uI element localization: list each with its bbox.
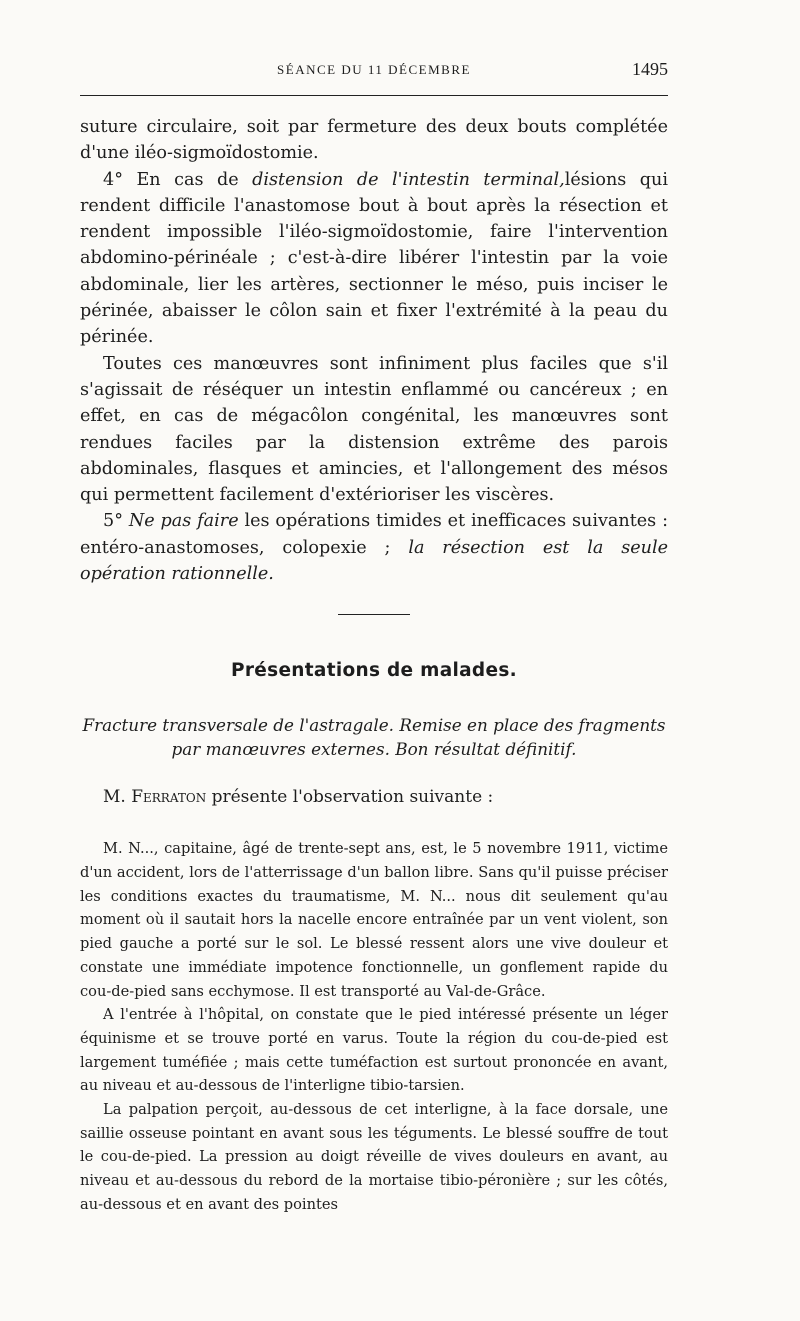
presenter-prefix: M. bbox=[103, 787, 126, 808]
observation-paragraph-1: M. N..., capitaine, âgé de trente-sept ans, est, le 5 novembre 1911, victime d'un accident, lors de l'atterrissage d'un ballon libre. Sans qu'il puisse préciser les conditions exactes du traumatisme, M. N... nous dit seulement qu'au moment où il sautait hors la nacelle encore entraînée par un vent violent, son pied gauche a porté sur le sol. Le blessé ressent alors une vive douleur et constate une immédiate impotence fonctionnelle, un gonflement rapide du cou-de-pied sans ecchymose. Il est transporté au Val-de-Grâce. bbox=[80, 840, 668, 1000]
paragraph-manoeuvres: Toutes ces manœuvres sont infiniment plus faciles que s'il s'agissait de réséquer un intestin enflammé ou cancéreux ; en effet, en cas de mégacôlon congénital, les manœuvres sont rendues faciles par la distension extrême des parois abdominales, flasques et amincies, et l'allongement des mésos qui permettent facilement d'extérioriser les viscères. bbox=[80, 353, 668, 506]
observation-block bbox=[80, 837, 668, 1216]
presenter-text: présente l'observation suivante : bbox=[211, 787, 494, 808]
section-title: Présentations de malades. bbox=[231, 660, 517, 682]
presenter-line bbox=[80, 787, 668, 807]
case-subtitle bbox=[80, 713, 668, 761]
presenter-name: Ferraton bbox=[131, 787, 207, 808]
paragraph-point-5 bbox=[80, 508, 668, 587]
point-5-number: 5° bbox=[103, 511, 123, 532]
paragraph-suture: suture circulaire, soit par fermeture des deux bouts complétée d'une iléo-sigmoïdostomie. bbox=[80, 117, 668, 164]
case-subtitle-line-1: Fracture transversale de l'astragale. Remise en place des fragments bbox=[82, 715, 666, 736]
observation-paragraph-2: A l'entrée à l'hôpital, on constate que le pied intéressé présente un léger équinisme et se trouve porté en varus. Toute la région du cou-de-pied est largement tuméfiée ; mais cette tuméfaction est surtout prononcée en avant, au niveau et au-dessous de l'interligne tibio-tarsien. bbox=[80, 1006, 668, 1095]
point-4-emphasis: distension de l'intestin terminal, bbox=[252, 169, 565, 190]
point-4-text-b: lésions qui rendent difficile l'anastomose bout à bout après la résection et rendent impossible l'iléo-sigmoïdostomie, faire l'intervention abdomino-périnéale ; c'est-à-dire libérer l'intestin par la voie abdominale, lier les artères, sectionner le méso, puis inciser le périnée, abaisser le côlon sain et fixer l'extrémité à la peau du périnée. bbox=[80, 169, 669, 348]
case-subtitle-line-2: par manœuvres externes. Bon résultat définitif. bbox=[171, 739, 577, 760]
page-number: 1495 bbox=[632, 59, 668, 79]
header-rule bbox=[80, 95, 668, 96]
point-5-emphasis-a: Ne pas faire bbox=[128, 511, 239, 532]
main-text bbox=[80, 114, 668, 1217]
paragraph-point-4 bbox=[80, 167, 668, 351]
observation-paragraph-3: La palpation perçoit, au-dessous de cet interligne, à la face dorsale, une saillie osseuse pointant en avant sous les téguments. Le blessé souffre de tout le cou-de-pied. La pression au doigt réveille de vives douleurs en avant, au niveau et au-dessous du rebord de la mortaise tibio-péronière ; sur les côtés, au-dessous et en avant des pointes bbox=[80, 1101, 668, 1213]
point-4-text-a: En cas de bbox=[136, 169, 239, 190]
point-5-emphasis-b: la résection est la seule opération rationnelle. bbox=[80, 537, 669, 585]
running-title: SÉANCE DU 11 DÉCEMBRE bbox=[277, 62, 471, 77]
point-5-text: les opérations timides et inefficaces suivantes : entéro-anastomoses, colopexie ; bbox=[80, 511, 668, 558]
point-4-number: 4° bbox=[103, 169, 123, 190]
running-head bbox=[80, 58, 668, 88]
section-separator bbox=[338, 614, 410, 615]
